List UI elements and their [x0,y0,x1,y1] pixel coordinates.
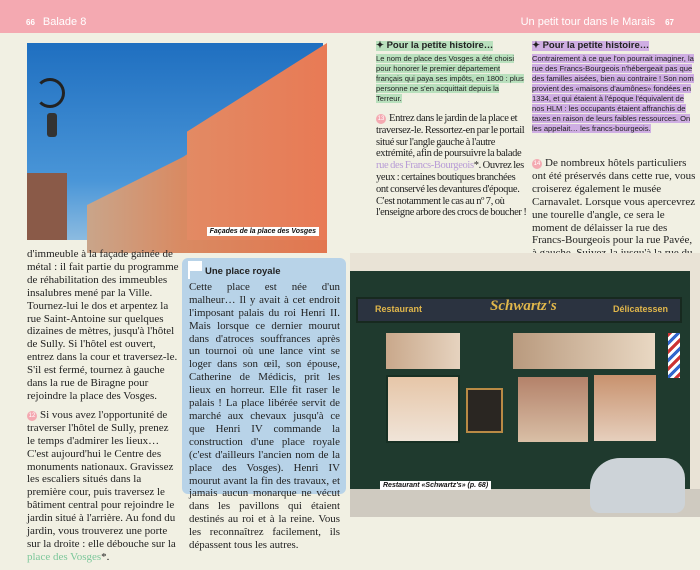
step-number-badge: 14 [533,161,541,167]
step-14 [532,157,698,249]
step-text-rest: *. Ouvrez les yeux : certaines boutiques branchées ont conservé les devantures d'époque. C'est notamment le cas au nº 7, où l'enseigne arbore des crocs de boucher ! [376,160,527,219]
rue-des-francs-bourgeois-link[interactable]: rue des Francs-Bourgeois [376,160,474,172]
history-box-francs-bourgeois [532,41,695,134]
history-box-vosges [376,41,524,104]
step-13 [376,113,528,225]
history-title: ✦ Pour la petite histoire… [532,40,650,51]
step-text: Entrez dans le jardin de la place et traversez-le. Ressortez-en par le portail situé sur l'angle gauche à l'autre extrémité, afin de poursuivre la balade [376,113,525,160]
step-12 [27,409,179,564]
section-title: Un petit tour dans le Marais [520,16,656,28]
paragraph: d'immeuble à la façade gainée de métal : il fait partie du programme de réhabilitation des immeubles insalubres mené par la Ville. Tournez-lui le dos et arpentez la rue Saint-Antoine sur quelques dizaines de mètres, jusqu'à l'hôtel de Sully. Si l'hôtel est ouvert, entrez dans la cour et traversez-le. S'il est fermé, tournez à gauche dans la rue de Biragne pour rejoindre la place des Vosges. [27,248,179,402]
right-page-number: 67 [665,18,674,27]
photo-caption: Façades de la place des Vosges [207,227,319,236]
running-header [0,0,700,33]
sidebar-box-place-royale [182,258,346,552]
left-page-number: 66 [26,18,35,27]
step-text: Si vous avez l'opportunité de traverser l'hôtel de Sully, prenez le temps d'admirer les lieux… C'est aujourd'hui le Centre des monuments nationaux. Gravissez les escaliers situés dans la première cour, puis traversez le bâtiment central pour rejoindre le jardin situé à l'arrière. Au fond du jardin, vous trouverez une porte sur la droite : elle débouche sur la [27,408,176,550]
left-column-text [27,248,179,570]
asterisk: *. [101,550,110,563]
step-text: De nombreux hôtels particuliers ont été préservés dans cette rue, vous croiserez également le musée Carnavalet. Lorsque vous apercevrez une tourelle d'angle, ce sera le moment de délaisser la rue des Francs-Bourgeois pour la rue Pavée, [532,157,696,247]
right-header [521,16,674,28]
photo-restaurant-schwartzs [350,253,700,517]
place-des-vosges-link[interactable]: place des Vosges [27,550,102,563]
box-text: Cette place est née d'un malheur… Il y avait à cet endroit l'imposant palais du roi Henri II. Mais lorsque ce dernier mourut dans d'atroces souffrances après un tournoi où une lance vint se loger dans son œil, son épouse, Catherine de Médicis, prit les lieux en horreur. Elle fit raser le palais ! La place libérée servit de marché aux chevaux jusqu'à ce que Henri IV commande la construction d'une place royale (c'est d'ailleurs l'ancien nom de la place des Vosges). Henri IV mourut avant la fin des travaux, et jamais aucun monarque ne vécut dans les pavillons qui étaient destinés au roi et à la reine. Vous les reconnaîtrez facilement, ils dépassent tous les autres. [189,280,340,552]
history-text: Contrairement à ce que l'on pourrait imaginer, la rue des Francs-Bourgeois n'hébergeait pas que des familles aisées, bien au contraire ! Son nom provient des «maisons d'aumônes» fondées en 1334, et qui étaient à l'époque l'équivalent de nos HLM : les occupants étaient affranchis de taxes en raison de leurs faibles ressources. On les appelait… les francs-bourgeois. [532,54,694,133]
history-title: ✦ Pour la petite histoire… [376,40,494,51]
box-title: Une place royale [205,266,281,277]
photo-place-des-vosges [27,43,323,240]
photo-caption: Restaurant «Schwartz's» (p. 68) [380,481,491,490]
sign-schwartzs: Schwartz's [490,298,557,314]
chapter-title: Balade 8 [42,16,87,28]
step-number-badge: 13 [377,116,385,122]
flag-icon [188,261,202,271]
step-number-badge: 12 [28,412,36,419]
sign-delicatessen: Délicatessen [613,304,669,314]
sign-restaurant: Restaurant [375,304,423,314]
history-text: Le nom de place des Vosges a été choisi pour honorer le premier département français qui paya ses impôts, en 1800 : plus personne ne s'en acquittait depuis la Terreur. [376,54,524,103]
left-header [26,16,86,28]
